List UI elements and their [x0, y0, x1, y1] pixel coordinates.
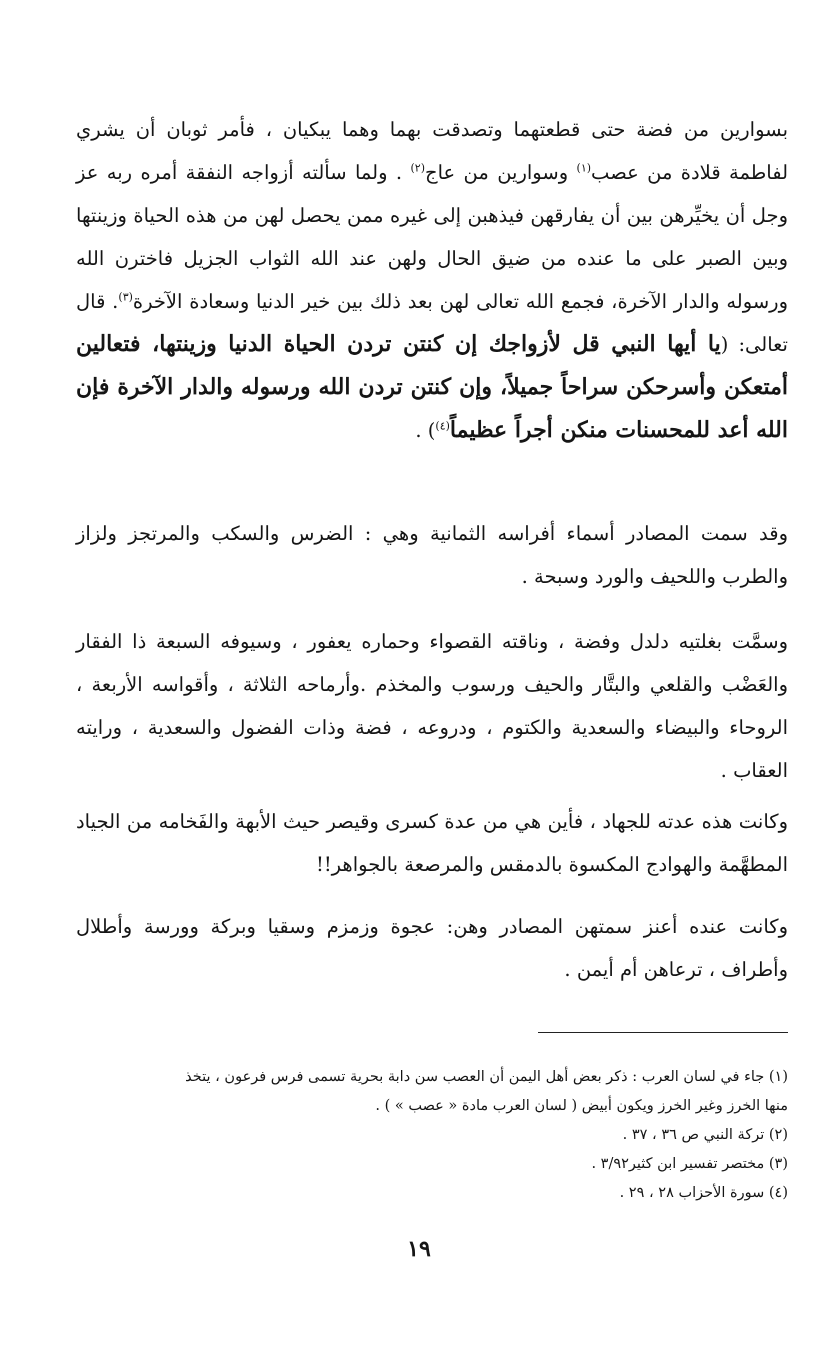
- paragraph-1-text-a: بسوارين من فضة حتى قطعتهما وتصدقت بهما وهما يبكيان ، فأمر ثوبان أن يشري لفاطمة قلادة من عصب: [76, 118, 789, 184]
- paragraph-1-text-e: ) .: [415, 419, 436, 442]
- paragraph-4: وكانت هذه عدته للجهاد ، فأين هي من عدة كسرى وقيصر حيث الأبهة والفَخامه من الجياد المطهَّمة والهوادج المكسوة بالدمقس والمرصعة بالجواهر!!: [76, 810, 788, 876]
- footnote-2: [76, 1121, 788, 1150]
- footnote-ref-3[interactable]: (٣): [118, 290, 133, 304]
- footnote-3: [76, 1150, 788, 1179]
- paragraph-1-text-c: . ولما سألته أزواجه النفقة أمره ربه عز وجل أن يخيِّرهن بين أن يفارقهن فيذهبن إلى غيره ممن يحصل لهن من هذه الحياة وزينتها وبين الصبر على ما عنده من ضيق الحال ولهن عند الله الثواب الجزيل فاخترن الله ورسوله والدار الآخرة، فجمع الله تعالى لهن بعد ذلك بين خير الدنيا وسعادة الآخرة: [76, 161, 788, 313]
- paragraph-1-text-b: وسوارين من عاج: [425, 161, 577, 184]
- footnote-4-text: (٤) سورة الأحزاب ٢٨ ، ٢٩ .: [619, 1185, 788, 1201]
- page-number: ١٩: [407, 1236, 431, 1262]
- footnotes-list: [76, 1063, 788, 1208]
- footnote-divider: [538, 1032, 788, 1033]
- footnote-1-continuation: [76, 1092, 788, 1121]
- footnote-1-line-1: (١) جاء في لسان العرب : ذكر بعض أهل اليمن أن العصب سن دابة بحرية تسمى فرس فرعون ، يتخذ: [185, 1069, 788, 1085]
- paragraph-1-text-d: . قال تعالى: (: [76, 290, 788, 356]
- footnote-2-text: (٢) تركة النبي ص ٣٦ ، ٣٧ .: [622, 1127, 788, 1143]
- quran-quote: يا أيها النبي قل لأزواجك إن كنتن تردن الحياة الدنيا وزينتها، فتعالين أمتعكن وأسرحكن سراحاً جميلاً، وإن كنتن تردن الله ورسوله والدار الآخرة فإن الله أعد للمحسنات منكن أجراً عظيماً: [76, 331, 788, 443]
- footnote-4: [76, 1179, 788, 1208]
- footnote-1: [76, 1063, 788, 1092]
- footnote-3-text: (٣) مختصر تفسير ابن كثير٣/٩٢ .: [591, 1156, 788, 1172]
- footnote-1-line-2: منها الخرز وغير الخرز ويكون أبيض ( لسان العرب مادة « عصب » ) .: [375, 1098, 788, 1114]
- paragraph-2: وقد سمت المصادر أسماء أفراسه الثمانية وهي : الضرس والسكب والمرتجز ولزاز والطرب واللحيف والورد وسبحة .: [76, 522, 788, 588]
- paragraph-1: [76, 108, 788, 452]
- footnote-ref-2[interactable]: (٢): [410, 161, 425, 175]
- footnote-ref-1[interactable]: (١): [576, 161, 592, 175]
- paragraph-3: وسمَّت بغلتيه دلدل وفضة ، وناقته القصواء وحماره يعفور ، وسيوفه السبعة ذا الفقار والعَضْب والقلعي والبتَّار والحيف ورسوب والمخذم .وأرماحه الثلاثة ، وأقواسه الأربعة ، الروحاء والبيضاء والسعدية والكتوم ، ودروعه ، فضة وذات الفضول والسعدية ، ورايته العقاب .: [76, 630, 788, 782]
- paragraph-5: وكانت عنده أعنز سمتهن المصادر وهن: عجوة وزمزم وسقيا وبركة وورسة وأطلال وأطراف ، ترعاهن أم أيمن .: [76, 915, 788, 981]
- footnote-ref-4[interactable]: (٤): [435, 419, 450, 433]
